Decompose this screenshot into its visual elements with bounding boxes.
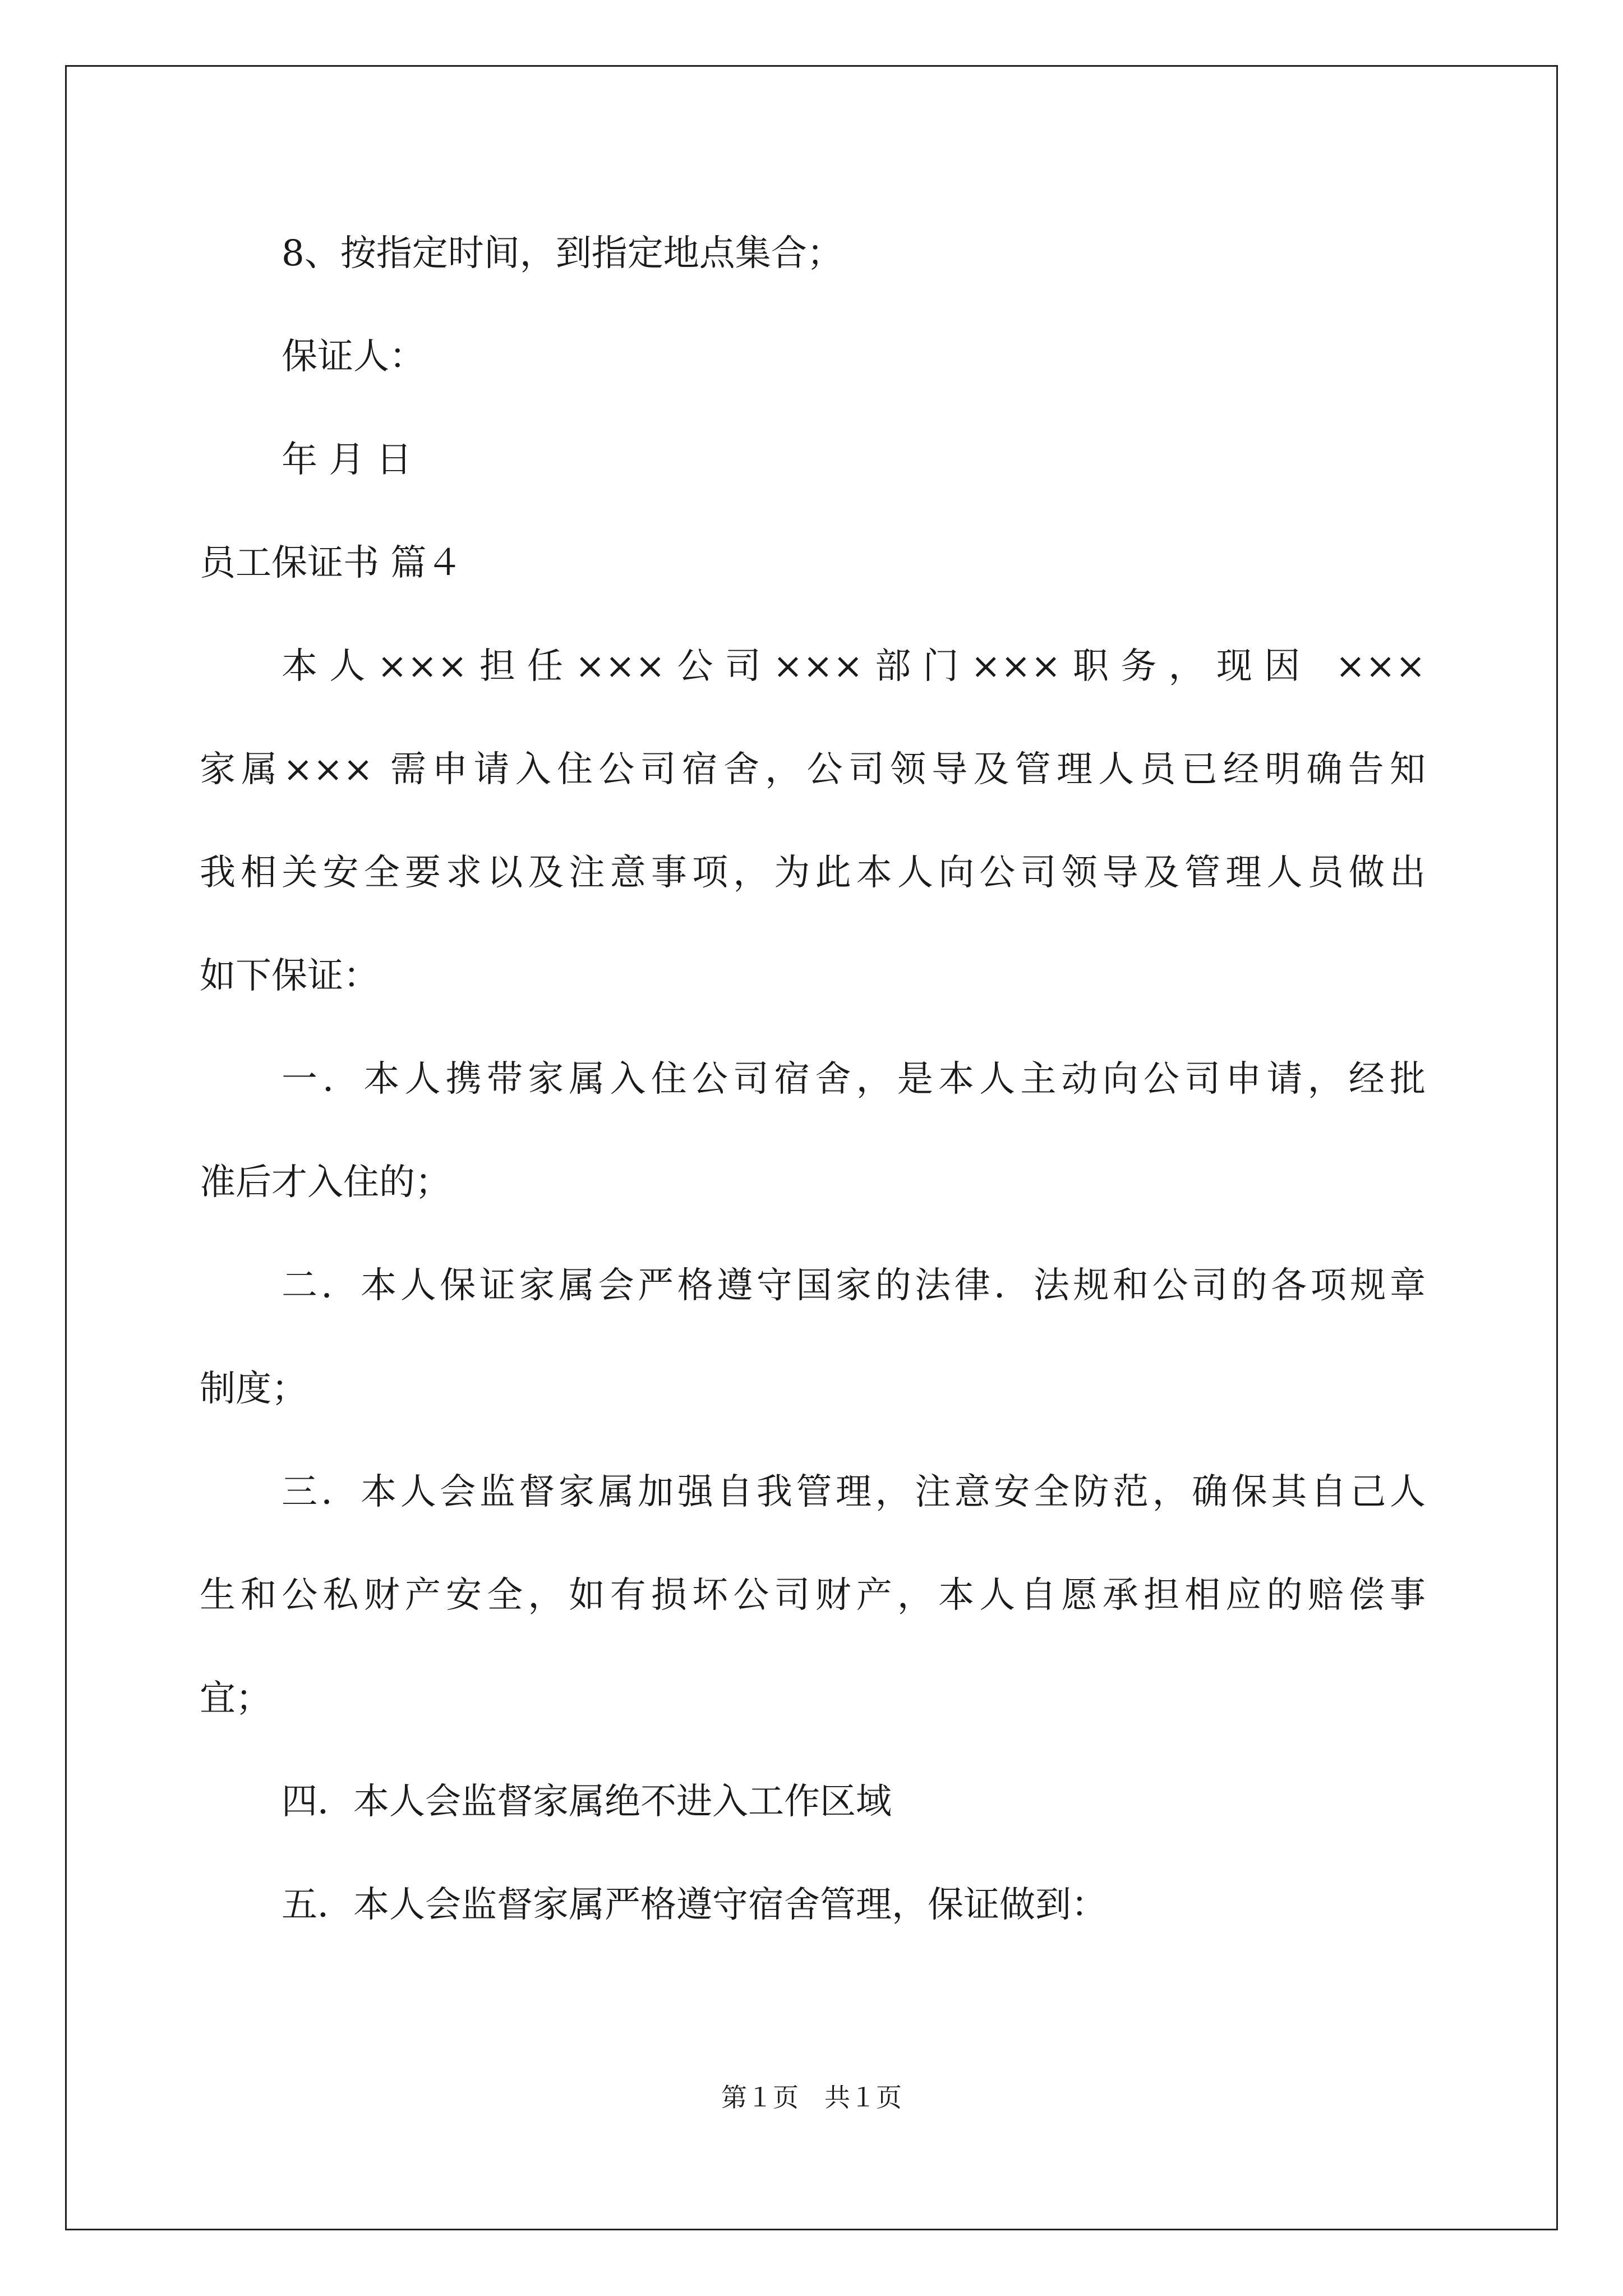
item-3-line-3: 宜；	[200, 1678, 271, 1719]
item-5-line-1: 五．本人会监督家属严格遵守宿舍管理，保证做到：	[282, 1884, 1107, 1926]
item-2-line-2: 制度；	[200, 1368, 307, 1410]
text-line-assembly: 8、按指定时间，到指定地点集合；	[282, 233, 843, 274]
page-number: 第１页 共１页	[721, 2083, 902, 2112]
text-line-guarantor: 保证人：	[282, 336, 425, 378]
item-1-line-1: 一．本人携带家属入住公司宿舍，是本人主动向公司申请，经批	[282, 1059, 1426, 1100]
item-3-line-2: 生和公私财产安全，如有损坏公司财产，本人自愿承担相应的赔偿事	[200, 1575, 1426, 1616]
section-heading: 员工保证书 篇４	[200, 542, 463, 584]
item-1-line-2: 准后才入住的；	[200, 1162, 451, 1203]
paragraph-intro-line-4: 如下保证：	[200, 955, 379, 997]
paragraph-intro-line-2: 家属××× 需申请入住公司宿舍，公司领导及管理人员已经明确告知	[200, 749, 1426, 790]
item-2-line-1: 二．本人保证家属会严格遵守国家的法律．法规和公司的各项规章	[282, 1265, 1426, 1306]
paragraph-intro-line-1: 本人×××担任×××公司×××部门×××职务，现因 ×××	[282, 646, 1426, 687]
paragraph-intro-line-3: 我相关安全要求以及注意事项，为此本人向公司领导及管理人员做出	[200, 852, 1426, 894]
item-3-line-1: 三．本人会监督家属加强自我管理，注意安全防范，确保其自己人	[282, 1471, 1426, 1513]
item-4-line-1: 四．本人会监督家属绝不进入工作区域	[282, 1781, 892, 1823]
text-line-date: 年 月 日	[282, 439, 412, 481]
